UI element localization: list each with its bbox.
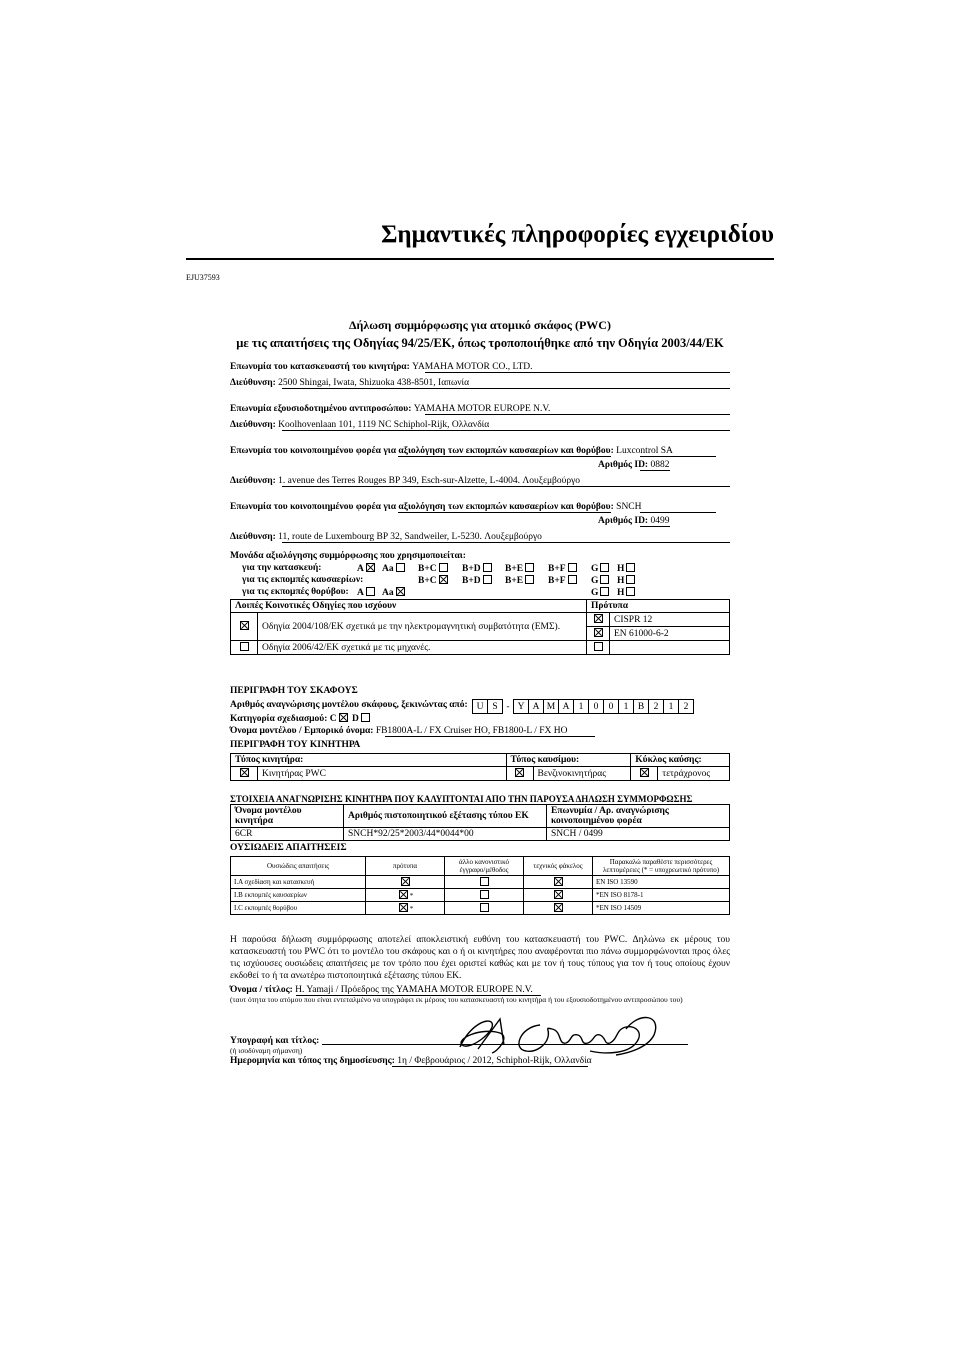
nb1-address-value: 1. avenue des Terres Rouges BP 349, Esch-sur-Alzette, L-4004. Λουξεμβούργο <box>278 476 581 486</box>
category-c: C <box>329 714 337 724</box>
hin-boxes <box>472 699 694 714</box>
module-option-label: B+C <box>418 564 437 574</box>
essential-row <box>231 876 730 889</box>
directives-header: Λοιπές Κοινοτικές Οδηγίες που ισχύουν <box>231 600 587 613</box>
module-option-label: B+E <box>505 576 524 586</box>
module-option <box>462 563 494 574</box>
module-option-label: G <box>591 588 599 598</box>
module-option-checkbox <box>600 575 609 584</box>
emc-checkbox <box>240 621 249 630</box>
nb1-id-label: Αριθμός ID: <box>598 460 649 470</box>
module-option <box>617 587 637 598</box>
cispr-standard: CISPR 12 <box>610 613 730 627</box>
essential-req: I.A σχεδίαση και κατασκευή <box>231 876 366 889</box>
engine-type-check-cell <box>231 767 258 781</box>
module-option-checkbox <box>626 563 635 572</box>
module-option-checkbox <box>439 575 448 584</box>
en61000-check-cell <box>587 627 610 641</box>
module-option-label: B+F <box>548 564 566 574</box>
machinery-std-checkbox <box>594 642 603 651</box>
engine-model-value: 6CR <box>231 828 344 841</box>
representative-address-label: Διεύθυνση: <box>230 420 276 430</box>
engine-type-checkbox <box>240 768 249 777</box>
module-option-checkbox <box>525 563 534 572</box>
essential-std-mark: * <box>409 905 414 913</box>
essential-std-cell <box>366 876 445 889</box>
model-value: FB1800A-L / FX Cruiser HO, FB1800-L / FX HO <box>375 726 568 736</box>
essential-other-checkbox <box>480 903 489 912</box>
representative-name-line <box>425 414 730 415</box>
module-option-label: A <box>357 588 364 598</box>
machinery-checkbox <box>240 642 249 651</box>
declaration-subheading: με τις απαιτήσεις της Οδηγίας 94/25/ΕΚ, όπως τροποποιήθηκε από την Οδηγία 2003/44/ΕΚ <box>236 336 724 350</box>
hin-char-box: 0 <box>589 700 604 714</box>
hin-char-box: A <box>529 700 544 714</box>
nb1-value-line <box>640 456 716 457</box>
module-option-label: B+D <box>462 576 481 586</box>
hin-char-box: 1 <box>619 700 634 714</box>
nb1-address-line <box>282 486 730 487</box>
declaration-text: Η παρούσα δήλωση συμμόρφωσης αποτελεί αποκλειστική ευθύνη του κατασκευαστή του PWC. Δηλώνω εκ μέρους του κατασκευαστή του PWC ότι το μοντέλο του σκάφους και ο ή οι κινητήρες που αναφέρονται πιο πάνω συμμορφώνονται προς όλες τις ισχύουσες ουσιώδεις απαιτήσεις με τον τρόπο που έχει οριστεί καθώς και με τον ή τους τύπους για τον ή τους οποίους έχουν εκδοθεί το ή τα ανωτέρω πιστοποιητικά εξέτασης τύπου ΕΚ. <box>230 935 730 981</box>
certificate-value: SNCH*92/25*2003/44*0044*00 <box>344 828 547 841</box>
signatory-name-row <box>230 985 533 995</box>
module-option <box>505 575 536 586</box>
declaration-heading: Δήλωση συμμόρφωσης για ατομικό σκάφος (PWC) <box>349 318 611 332</box>
cycle-header: Κύκλος καύσης: <box>631 754 730 767</box>
module-option <box>617 575 637 586</box>
essential-tech-checkbox <box>554 890 563 899</box>
signature-note: (ή ισοδύναμη σήμανση) <box>230 1046 303 1055</box>
essential-std-checkbox <box>401 877 410 886</box>
module-option-label: H <box>617 564 625 574</box>
hin-char-box: - <box>506 701 510 712</box>
nb2-label-post: : <box>610 502 614 512</box>
module-option-label: H <box>617 588 625 598</box>
module-option-checkbox <box>396 587 405 596</box>
nb2-label-pre: Επωνυμία του κοινοποιημένου φορέα για <box>230 502 399 512</box>
essential-req: I.C εκπομπές θορύβου <box>231 902 366 915</box>
notified-body-1-row <box>230 446 673 456</box>
ess-tech-header: τεχνικός φάκελος <box>524 857 593 876</box>
cispr-check-cell <box>587 613 610 627</box>
machinery-standard-empty <box>610 641 730 655</box>
notified-body-2-address-row <box>230 532 542 542</box>
manufacturer-address-label: Διεύθυνση: <box>230 378 276 388</box>
page-title: Σημαντικές πληροφορίες εγχειριδίου <box>381 221 774 248</box>
fuel-type-check-cell <box>506 767 533 781</box>
ess-std-header: πρότυπα <box>366 857 445 876</box>
en61000-checkbox <box>594 628 603 637</box>
essential-row <box>231 902 730 915</box>
ess-req-header: Ουσιώδεις απαιτήσεις <box>231 857 366 876</box>
machinery-directive: Οδηγία 2006/42/ΕΚ σχετικά με τις μηχανές. <box>258 641 587 655</box>
doc-code: EJU37593 <box>186 273 220 282</box>
hin-char-box: 1 <box>664 700 679 714</box>
nb1-id-value: 0882 <box>650 460 670 470</box>
hin-char-box: 1 <box>574 700 589 714</box>
identification-table <box>230 804 730 841</box>
module-option <box>591 575 611 586</box>
essential-req: I.B εκπομπές καυσαερίων <box>231 889 366 902</box>
signature-line <box>322 1044 688 1045</box>
identification-title: ΣΤΟΙΧΕΙΑ ΑΝΑΓΝΩΡΙΣΗΣ ΚΙΝΗΤΗΡΑ ΠΟΥ ΚΑΛΥΠΤΟΝΤΑΙ ΑΠΟ ΤΗΝ ΠΑΡΟΥΣΑ ΔΗΛΩΣΗ ΣΥΜΜΟΡΦΩΣΗΣ <box>230 794 693 804</box>
date-row <box>230 1056 592 1066</box>
module-option <box>382 587 407 598</box>
model-line <box>385 736 595 737</box>
manufacturer-name-line <box>425 372 730 373</box>
cycle-checkbox <box>640 768 649 777</box>
module-option-label: Aa <box>382 588 394 598</box>
essential-detail: EN ISO 13590 <box>593 876 730 889</box>
signatory-name-label: Όνομα / τίτλος: <box>230 985 293 995</box>
module-option <box>462 575 494 586</box>
hin-char-box: 2 <box>679 700 694 714</box>
module-option-label: B+F <box>548 576 566 586</box>
nb2-address-label: Διεύθυνση: <box>230 532 276 542</box>
module-option <box>591 587 611 598</box>
model-row <box>230 726 568 736</box>
module-option-checkbox <box>626 575 635 584</box>
essential-std-cell <box>366 889 445 902</box>
module-option <box>357 563 377 574</box>
essential-other-checkbox <box>480 890 489 899</box>
nb2-address-line <box>282 542 730 543</box>
module-option-checkbox <box>439 563 448 572</box>
module-option-checkbox <box>366 587 375 596</box>
essential-table <box>230 856 730 915</box>
representative-address-value: Koolhovenlaan 101, 1119 NC Schiphol-Rijk, Ολλανδία <box>278 420 490 430</box>
en61000-standard: EN 61000-6-2 <box>610 627 730 641</box>
module-row-construction-label: για την κατασκευή: <box>242 563 322 573</box>
module-option <box>548 563 579 574</box>
fuel-type-checkbox <box>515 768 524 777</box>
essential-tech-checkbox <box>554 903 563 912</box>
category-row <box>230 713 372 724</box>
nb2-value-line <box>640 512 716 513</box>
ess-detail-header: Παρακαλώ παραθέστε περισσότερες λεπτομέρειες (* = υποχρεωτικό πρότυπο) <box>593 857 730 876</box>
module-option-label: A <box>357 564 364 574</box>
essential-std-cell <box>366 902 445 915</box>
module-option-label: B+E <box>505 564 524 574</box>
hin-char-box: 2 <box>649 700 664 714</box>
module-option <box>382 563 407 574</box>
notified-body-header: Επωνυμία / Αρ. αναγνώρισης κοινοποιημένου φορέα <box>547 805 730 828</box>
signatory-name-value: H. Yamaji / Πρόεδρος της YAMAHA MOTOR EUROPE N.V. <box>295 985 533 995</box>
fuel-type-value: Βενζινοκινητήρας <box>533 767 631 781</box>
date-line <box>392 1066 588 1067</box>
model-label: Όνομα μοντέλου / Εμπορικό όνομα: <box>230 726 374 736</box>
nb1-label-underlined: αξιολόγηση των εκπομπών καυσαερίων και θορύβου <box>398 446 611 456</box>
essential-other-cell <box>445 889 524 902</box>
module-option-label: B+C <box>418 576 437 586</box>
hin-char-box: B <box>634 700 649 714</box>
module-option <box>505 563 536 574</box>
module-option-label: G <box>591 576 599 586</box>
engine-title: ΠΕΡΙΓΡΑΦΗ ΤΟΥ ΚΙΝΗΤΗΡΑ <box>230 740 361 750</box>
essential-std-checkbox <box>399 890 408 899</box>
hin-char-box: Y <box>514 700 529 714</box>
module-option-checkbox <box>600 587 609 596</box>
module-option-checkbox <box>626 587 635 596</box>
directives-table <box>230 599 730 655</box>
nb1-address-label: Διεύθυνση: <box>230 476 276 486</box>
engine-table <box>230 753 730 781</box>
emc-directive: Οδηγία 2004/108/ΕΚ σχετικά με την ηλεκτρομαγνητική συμβατότητα (ΕΜΣ). <box>258 613 587 641</box>
module-option <box>617 563 637 574</box>
nb2-id-value: 0499 <box>650 516 670 526</box>
notified-body-1-address-row <box>230 476 580 486</box>
module-option-label: Aa <box>382 564 394 574</box>
hin-char-box: U <box>473 700 488 714</box>
representative-name-label: Επωνυμία εξουσιοδοτημένου αντιπροσώπου: <box>230 404 412 414</box>
essential-row <box>231 889 730 902</box>
module-row-noise-label <box>242 587 349 597</box>
essential-other-cell <box>445 876 524 889</box>
manufacturer-address-line <box>282 388 730 389</box>
nb2-label-underlined: αξιολόγηση των εκπομπών καυσαερίων και θορύβου <box>398 502 611 512</box>
engine-model-header: Όνομα μοντέλου κινητήρα <box>231 805 344 828</box>
engine-type-header: Τύπος κινητήρα: <box>231 754 507 767</box>
hin-char-box: A <box>559 700 574 714</box>
module-option-label: H <box>617 576 625 586</box>
representative-name-row <box>230 404 550 414</box>
noise-label-text: για τις εκπομπές θορύβου: <box>242 587 349 597</box>
signature-label: Υπογραφή και τίτλος: <box>230 1036 320 1046</box>
module-option-checkbox <box>396 563 405 572</box>
module-option <box>418 575 450 586</box>
nb1-label-post: : <box>610 446 614 456</box>
module-option-checkbox <box>483 575 492 584</box>
module-option-checkbox <box>568 575 577 584</box>
nb2-address-value: 11, route de Luxembourg BP 32, Sandweiler, L-5230. Λουξεμβούργο <box>278 532 542 542</box>
ess-other-header: άλλο κανονιστικό έγγραφο/μέθοδος <box>445 857 524 876</box>
representative-name-value: YAMAHA MOTOR EUROPE N.V. <box>413 404 551 414</box>
essential-tech-cell <box>524 889 593 902</box>
essential-std-checkbox <box>399 903 408 912</box>
certificate-header: Αριθμός πιστοποιητικού εξέτασης τύπου ΕΚ <box>344 805 547 828</box>
essential-other-cell <box>445 902 524 915</box>
module-option <box>591 563 611 574</box>
notified-body-2-id-row <box>598 516 669 526</box>
hin-label: Αριθμός αναγνώρισης μοντέλου σκάφους, ξεκινώντας από: <box>230 700 468 710</box>
hin-char-box: S <box>488 700 503 714</box>
notified-body-1-label <box>230 446 614 457</box>
module-option <box>418 563 450 574</box>
essential-std-mark: * <box>409 892 414 900</box>
module-option-checkbox <box>483 563 492 572</box>
notified-body-2-label <box>230 502 614 513</box>
module-option-checkbox <box>366 563 375 572</box>
cycle-value: τετράχρονος <box>658 767 730 781</box>
category-c-checkbox <box>339 713 348 722</box>
nb1-label-pre: Επωνυμία του κοινοποιημένου φορέα για <box>230 446 399 456</box>
nb2-id-line <box>640 526 670 527</box>
notified-body-1-value: Luxcontrol SA <box>616 446 673 456</box>
module-option-label: B+D <box>462 564 481 574</box>
representative-address-row <box>230 420 489 430</box>
manufacturer-name-row <box>230 362 533 372</box>
manufacturer-name-value: YAMAHA MOTOR CO., LTD. <box>412 362 533 372</box>
essential-other-checkbox <box>480 877 489 886</box>
essential-detail: *EN ISO 8178-1 <box>593 889 730 902</box>
notified-body-1-id-row <box>598 460 669 470</box>
essential-tech-cell <box>524 902 593 915</box>
date-value: 1η / Φεβρουάριος / 2012, Schiphol-Rijk, Ολλανδία <box>397 1056 592 1066</box>
representative-address-line <box>282 430 730 431</box>
module-option-checkbox <box>600 563 609 572</box>
module-option-checkbox <box>525 575 534 584</box>
manufacturer-name-label: Επωνυμία του κατασκευαστή του κινητήρα: <box>230 362 410 372</box>
title-rule <box>186 258 774 260</box>
cispr-checkbox <box>594 614 603 623</box>
standards-header: Πρότυπα <box>587 600 730 613</box>
category-d-checkbox <box>361 713 370 722</box>
manufacturer-address-value: 2500 Shingai, Iwata, Shizuoka 438-8501, Ιαπωνία <box>278 378 470 388</box>
essential-tech-cell <box>524 876 593 889</box>
nb1-id-line <box>640 470 670 471</box>
cycle-check-cell <box>631 767 658 781</box>
hin-char-box: M <box>544 700 559 714</box>
module-option <box>357 587 377 598</box>
craft-title: ΠΕΡΙΓΡΑΦΗ ΤΟΥ ΣΚΑΦΟΥΣ <box>230 686 358 696</box>
machinery-check-cell <box>231 641 258 655</box>
notified-body-2-row <box>230 502 642 512</box>
modules-title: Μονάδα αξιολόγησης συμμόρφωσης που χρησιμοποιείται: <box>230 551 466 561</box>
manufacturer-address-row <box>230 378 469 388</box>
module-option-label: G <box>591 564 599 574</box>
notified-body-value: SNCH / 0499 <box>547 828 730 841</box>
machinery-std-check-cell <box>587 641 610 655</box>
hin-char-box: 0 <box>604 700 619 714</box>
module-row-exhaust-label: για τις εκπομπές καυσαερίων: <box>242 575 364 585</box>
date-label: Ημερομηνία και τόπος της δημοσίευσης: <box>230 1056 395 1066</box>
fuel-type-header: Τύπος καυσίμου: <box>506 754 631 767</box>
signatory-name-note: (ταυτ ότητα του ατόμου που είναι εντεταλμένο να υπογράφει εκ μέρους του κατασκευαστή του κινητήρα ή του εξουσιοδοτημένου αντιπροσώπου του) <box>230 995 683 1004</box>
notified-body-2-value: SNCH <box>616 502 642 512</box>
emc-check-cell <box>231 613 258 641</box>
essential-detail: *EN ISO 14509 <box>593 902 730 915</box>
essential-tech-checkbox <box>554 877 563 886</box>
nb2-id-label: Αριθμός ID: <box>598 516 649 526</box>
essential-title: ΟΥΣΙΩΔΕΙΣ ΑΠΑΙΤΗΣΕΙΣ <box>230 843 347 853</box>
category-d: D <box>352 714 359 724</box>
engine-type-value: Κινητήρας PWC <box>258 767 507 781</box>
module-option <box>548 575 579 586</box>
module-option-checkbox <box>568 563 577 572</box>
category-label: Κατηγορία σχεδιασμού: <box>230 714 328 724</box>
